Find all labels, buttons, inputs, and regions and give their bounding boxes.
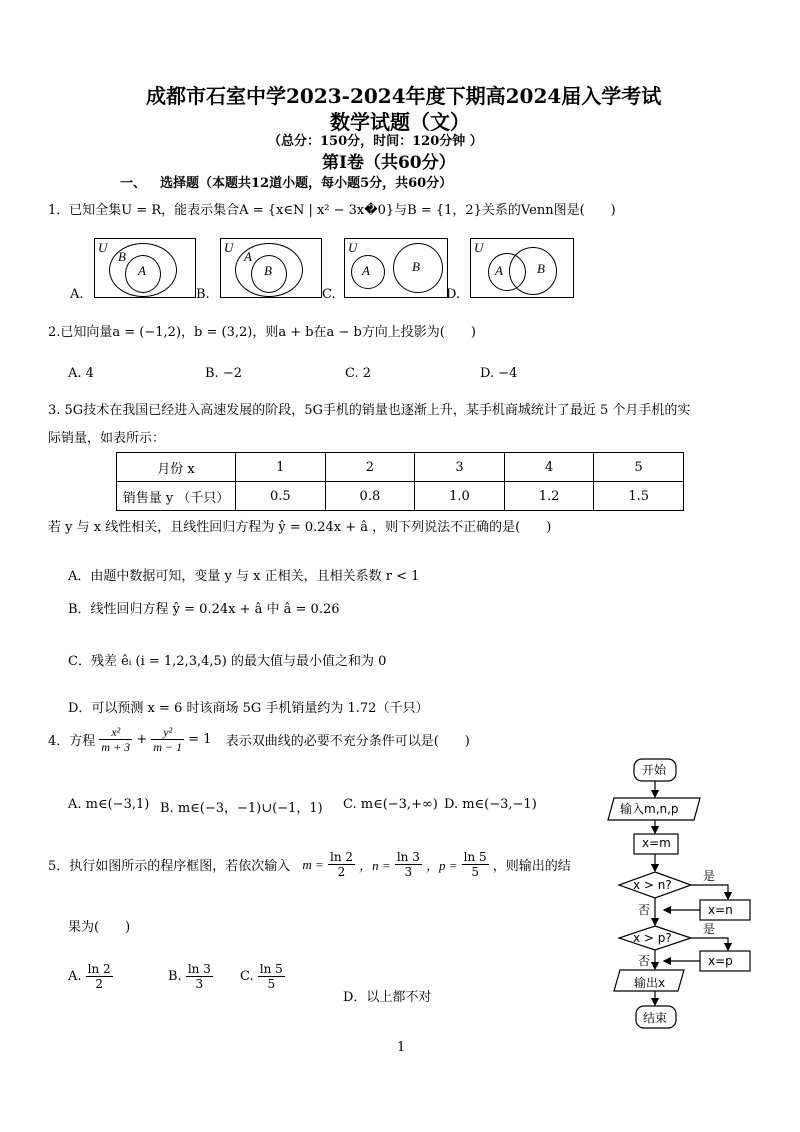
table-cell: 4 (504, 453, 594, 482)
question-4-stem (48, 725, 470, 754)
q5-option-c (240, 962, 285, 991)
venn-label: U (474, 240, 484, 255)
exam-info: （总分：150分，时间：120分钟 ） (268, 134, 483, 149)
option-letter: C. (240, 969, 254, 984)
flow-assign-p-label: x=p (708, 954, 733, 968)
venn-label: U (224, 240, 234, 255)
q5-m-label: m = (302, 856, 324, 872)
flow-input-label: 输入m,n,p (620, 802, 679, 816)
option-fraction (86, 962, 113, 991)
q5-stem-text: 5．执行如图所示的程序框图，若依次输入 (48, 859, 291, 874)
q1-option-c-label: C. (322, 287, 336, 302)
venn-label: A (362, 263, 370, 278)
q4-option-d: D. m∈(−3,−1) (444, 797, 537, 812)
section-number: 一、 (120, 176, 147, 191)
option-fraction (186, 962, 213, 991)
venn-label: B (264, 263, 272, 278)
section-title: 选择题（本题共12道小题，每小题5分，共60分） (160, 176, 453, 191)
question-3-stem-line1: 3. 5G技术在我国已经进入高速发展的阶段，5G手机的销量也逐渐上升，某手机商城统计了最近 5 个月手机的实 (48, 403, 691, 418)
table-cell: 1.5 (594, 482, 684, 511)
q1-option-b-label: B. (196, 287, 210, 302)
volume-title: 第Ⅰ卷（共60分） (322, 153, 456, 173)
page-number: 1 (397, 1040, 406, 1055)
table-cell: 1 (236, 453, 326, 482)
venn-circle (509, 247, 557, 295)
venn-label: B (412, 259, 420, 274)
question-2-stem: 2.已知向量a = (−1,2)，b = (3,2)，则a + b在a − b方向上投影为( ) (48, 325, 476, 340)
venn-label: B (118, 249, 126, 264)
q4-plus: + (136, 732, 148, 747)
fraction-denominator: 2 (337, 865, 346, 879)
q5-p-fraction (462, 850, 489, 879)
q3-option-c: C．残差 êᵢ (i = 1,2,3,4,5) 的最大值与最小值之和为 0 (68, 654, 387, 669)
fraction-denominator: m + 3 (101, 740, 131, 754)
q5-tail: ，则输出的结 (492, 859, 571, 874)
question-3-stem-line2: 际销量，如表所示： (48, 431, 166, 446)
table-row (117, 482, 684, 511)
venn-label: U (98, 240, 108, 255)
venn-label: B (537, 261, 545, 276)
flow-start-label: 开始 (642, 763, 667, 777)
q4-suffix: 表示双曲线的必要不充分条件可以是( ) (225, 734, 470, 749)
q3-option-a: A．由题中数据可知，变量 y 与 x 正相关，且相关系数 r < 1 (68, 569, 420, 584)
q1-option-a-label: A. (70, 287, 84, 302)
fraction-denominator: m − 1 (153, 740, 183, 754)
q1-option-d-label: D. (446, 287, 461, 302)
question-1-stem: 1．已知全集U = R，能表示集合A = {x∈N | x² − 3x�0}与B = {1，2}关系的Venn图是( ) (48, 203, 616, 218)
fraction-numerator: x² (99, 725, 132, 740)
question-5-stem (48, 850, 571, 879)
option-letter: B. (168, 969, 182, 984)
q5-m-fraction (328, 850, 355, 879)
venn-d (470, 238, 574, 298)
option-letter: A. (68, 969, 82, 984)
q4-fraction-2 (151, 725, 184, 754)
fraction-numerator: ln 3 (396, 850, 420, 864)
q4-option-c: C. m∈(−3,+∞) (343, 797, 438, 812)
table-cell: 5 (594, 453, 684, 482)
exam-subtitle: 数学试题（文） (330, 110, 470, 134)
q2-option-a: A. 4 (68, 366, 94, 381)
venn-a (94, 238, 196, 298)
q2-option-b: B. −2 (205, 366, 242, 381)
flow-yes-2-label: 是 (703, 922, 716, 936)
q5-option-b (168, 962, 213, 991)
q5-option-a (68, 962, 113, 991)
flow-yes-1-label: 是 (703, 869, 716, 883)
q5-n-label: ，n = (359, 858, 391, 873)
sales-table (116, 452, 684, 511)
flow-output-label: 输出x (634, 976, 666, 990)
question-5-stem-line2: 果为( ) (68, 920, 131, 935)
table-cell: 0.8 (325, 482, 415, 511)
q5-n-fraction (395, 850, 422, 879)
flow-assign-label: x=m (642, 836, 671, 850)
table-header-cell: 月份 x (117, 453, 236, 482)
q2-option-c: C. 2 (345, 366, 372, 381)
q5-p-label: ，p = (425, 858, 458, 873)
q4-prefix: 4．方程 (48, 734, 96, 749)
table-cell: 2 (325, 453, 415, 482)
fraction-denominator: 5 (471, 865, 479, 879)
flow-condition-1-label: x > n? (633, 878, 672, 892)
fraction-numerator: ln 3 (187, 962, 211, 976)
fraction-numerator: y² (151, 725, 184, 740)
fraction-denominator: 5 (267, 977, 276, 991)
table-row (117, 453, 684, 482)
venn-label: A (244, 249, 252, 264)
venn-c (344, 238, 448, 298)
fraction-numerator: ln 2 (329, 850, 353, 864)
fraction-denominator: 3 (404, 865, 413, 879)
q4-equals: = 1 (188, 732, 212, 747)
flowchart (600, 755, 790, 1040)
q4-option-b: B. m∈(−3，−1)∪(−1，1) (160, 801, 323, 816)
flow-assign-n-label: x=n (708, 903, 733, 917)
fraction-denominator: 2 (95, 977, 103, 991)
exam-title: 成都市石室中学2023-2024年度下期高2024届入学考试 (146, 84, 662, 108)
flow-end-label: 结束 (643, 1011, 668, 1025)
q3-option-d: D．可以预测 x = 6 时该商场 5G 手机销量约为 1.72（千只） (68, 701, 429, 716)
flow-condition-2-label: x > p? (633, 931, 672, 945)
question-3-condition: 若 y 与 x 线性相关，且线性回归方程为 ŷ = 0.24x + â ，则下列说法不正确的是( ) (48, 520, 552, 535)
table-header-cell: 销售量 y （千只） (117, 482, 236, 511)
fraction-numerator: ln 5 (463, 850, 487, 864)
q4-option-a: A. m∈(−3,1) (68, 797, 150, 812)
q2-option-d: D. −4 (480, 366, 518, 381)
table-cell: 0.5 (236, 482, 326, 511)
table-cell: 3 (415, 453, 505, 482)
q3-option-b: B．线性回归方程 ŷ = 0.24x + â 中 â = 0.26 (68, 602, 340, 617)
venn-label: A (138, 263, 146, 278)
fraction-denominator: 3 (195, 977, 204, 991)
table-cell: 1.0 (415, 482, 505, 511)
venn-b (220, 238, 322, 298)
q4-fraction-1 (99, 725, 132, 754)
q5-option-d: D．以上都不对 (343, 990, 432, 1005)
flow-no-2-label: 否 (638, 954, 651, 968)
flow-no-1-label: 否 (638, 903, 651, 917)
option-fraction (258, 962, 285, 991)
table-cell: 1.2 (504, 482, 594, 511)
venn-label: A (495, 263, 503, 278)
venn-label: U (348, 240, 358, 255)
fraction-numerator: ln 5 (259, 962, 283, 976)
fraction-numerator: ln 2 (87, 962, 111, 976)
